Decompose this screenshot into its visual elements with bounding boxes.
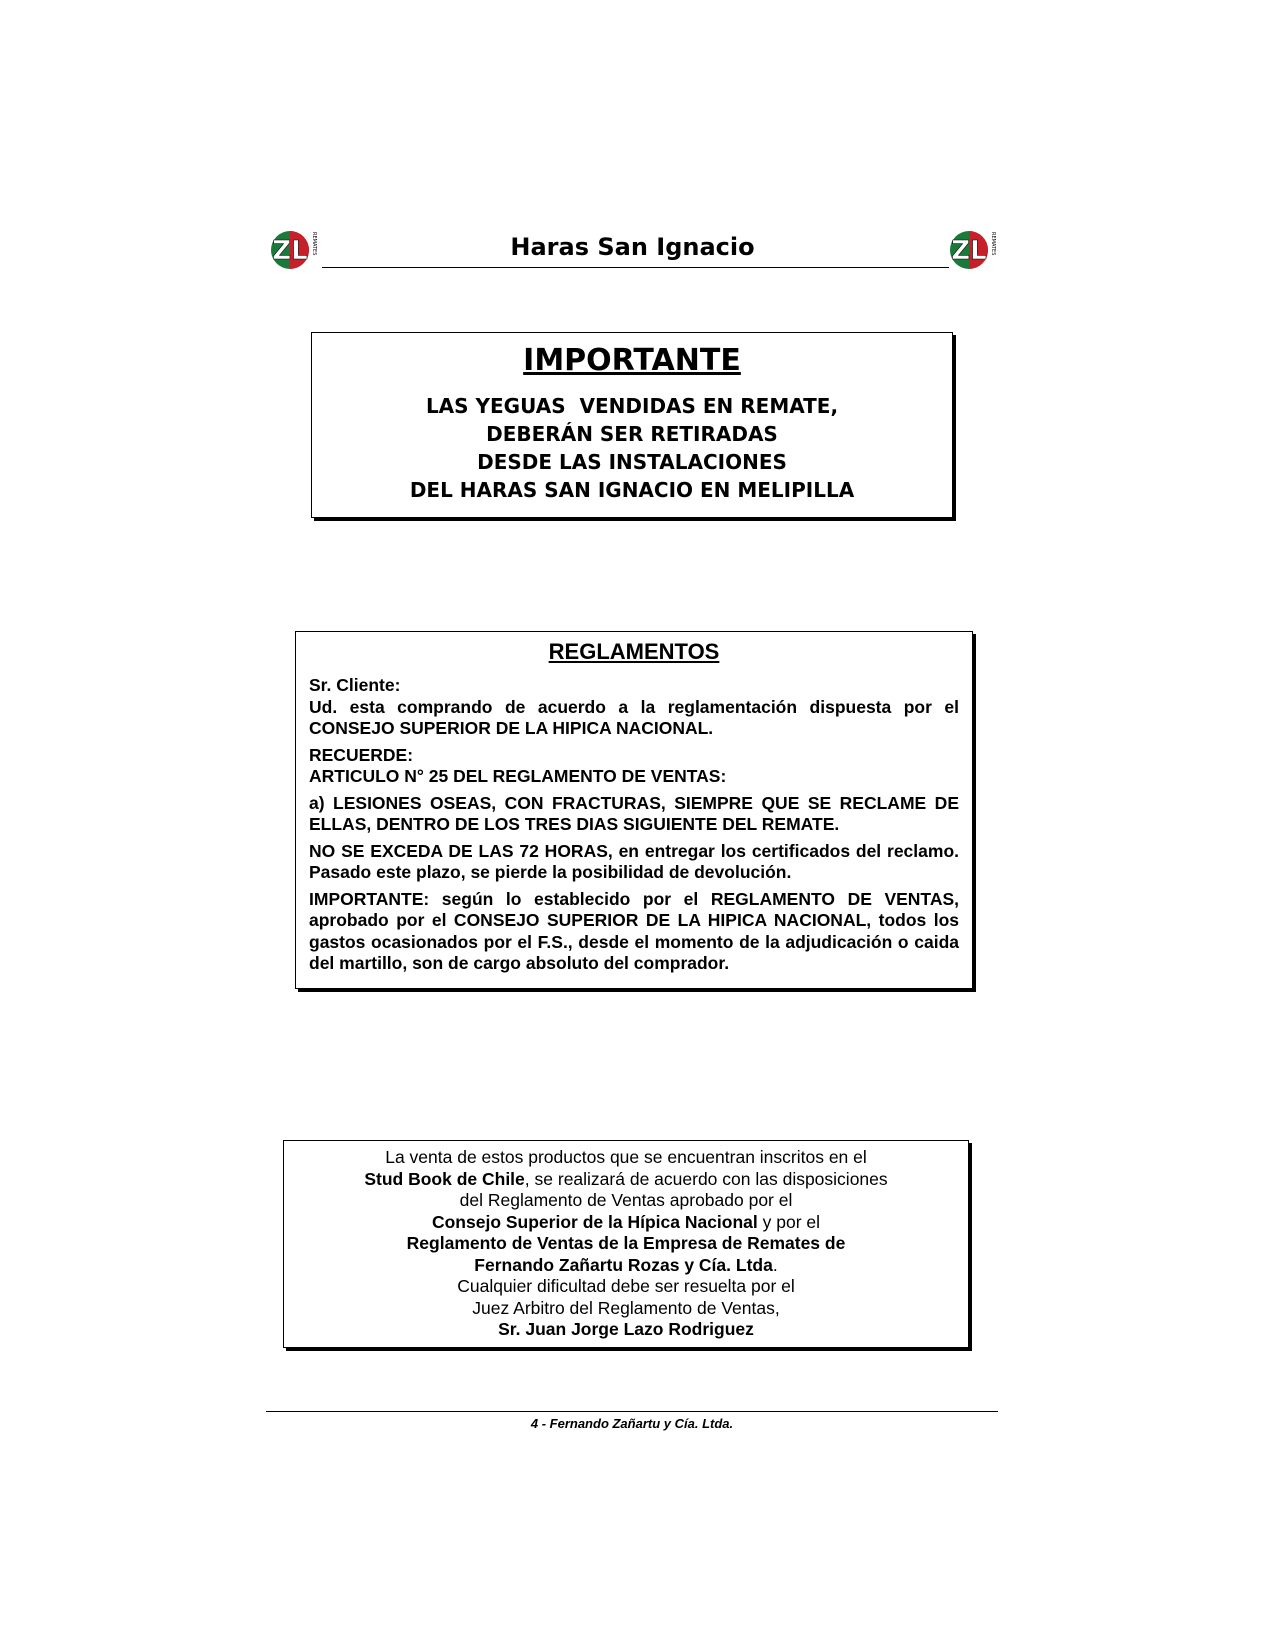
paragraph-text: ARTICULO N° 25 DEL REGLAMENTO DE VENTAS: — [309, 766, 727, 786]
reglamentos-paragraph — [309, 745, 959, 788]
venta-line: Juez Arbitro del Reglamento de Ventas, — [472, 1297, 780, 1318]
consejo-name: Consejo Superior de la Hípica Nacional — [431, 1211, 758, 1232]
importante-lines — [312, 392, 952, 504]
importante-title: IMPORTANTE — [523, 343, 741, 378]
venta-conditions-box — [283, 1140, 969, 1348]
footer-divider — [266, 1411, 998, 1412]
stud-book-name: Stud Book de Chile — [364, 1168, 525, 1189]
reglamentos-paragraph: NO SE EXCEDA DE LAS 72 HORAS, en entregar los certificados del reclamo. Pasado este plazo, se pierde la posibilidad de devolución. — [309, 840, 959, 882]
company-logo-left — [270, 226, 320, 274]
venta-line: La venta de estos productos que se encuentran inscritos en el — [385, 1147, 867, 1167]
logo-side-text: REMATES — [990, 232, 996, 256]
page-footer: 4 - Fernando Zañartu y Cía. Ltda. — [530, 1416, 734, 1431]
reglamentos-paragraph: IMPORTANTE: según lo establecido por el REGLAMENTO DE VENTAS, aprobado por el CONSEJO SUPERIOR DE LA HIPICA NACIONAL, todos los gastos ocasionados por el F.S., desde el momento de la adjudicación o caida del martillo, son de cargo absoluto del comprador. — [309, 888, 959, 973]
greeting: Sr. Cliente: — [309, 675, 401, 695]
importante-line: DEBERÁN SER RETIRADAS — [486, 422, 778, 446]
importante-line: LAS YEGUAS VENDIDAS EN REMATE, — [425, 394, 839, 418]
venta-line: Reglamento de Ventas de la Empresa de Remates de — [406, 1233, 846, 1253]
venta-line: del Reglamento de Ventas aprobado por el — [459, 1190, 793, 1210]
logo-side-text: REMATES — [311, 232, 317, 256]
venta-line: Cualquier dificultad debe ser resuelta por el — [457, 1276, 795, 1296]
venta-text: y por el — [757, 1211, 821, 1232]
paragraph-text: Ud. esta comprando de acuerdo a la reglamentación dispuesta por el CONSEJO SUPERIOR DE LA HIPICA NACIONAL. — [309, 696, 959, 738]
logo-letters: ZL — [272, 236, 308, 266]
company-logo-right — [949, 226, 999, 274]
venta-line — [284, 1212, 968, 1234]
reglamentos-paragraph — [309, 675, 959, 740]
judge-name: Sr. Juan Jorge Lazo Rodriguez — [498, 1319, 754, 1339]
venta-line — [284, 1169, 968, 1191]
company-name: Fernando Zañartu Rozas y Cía. Ltda — [474, 1254, 773, 1275]
venta-text: . — [772, 1254, 778, 1275]
paragraph-text: RECUERDE: — [309, 744, 414, 765]
header-divider — [322, 267, 949, 268]
reglamentos-title: REGLAMENTOS — [548, 639, 720, 664]
page-header-title: Haras San Ignacio — [510, 233, 755, 261]
venta-line — [284, 1255, 968, 1277]
reglamentos-paragraph: a) LESIONES OSEAS, CON FRACTURAS, SIEMPRE QUE SE RECLAME DE ELLAS, DENTRO DE LOS TRES DIAS SIGUIENTE DEL REMATE. — [309, 792, 959, 834]
reglamentos-box — [295, 631, 973, 989]
importante-notice-box — [311, 332, 953, 518]
logo-letters: ZL — [951, 236, 987, 266]
venta-text: , se realizará de acuerdo con las disposiciones — [524, 1168, 888, 1189]
importante-line: DESDE LAS INSTALACIONES — [477, 450, 787, 474]
importante-line: DEL HARAS SAN IGNACIO EN MELIPILLA — [409, 478, 855, 502]
